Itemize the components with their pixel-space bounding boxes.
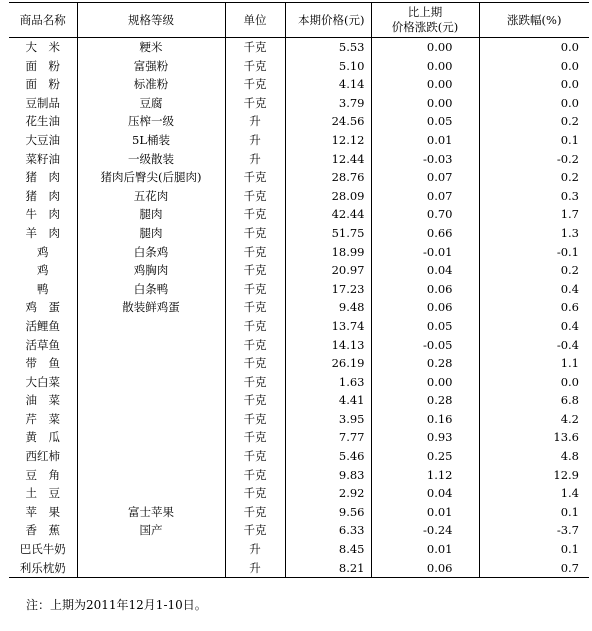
cell-percent: -0.1: [479, 243, 589, 262]
table-row: [9, 261, 589, 280]
cell-spec: [77, 336, 225, 355]
cell-spec: 白条鸭: [77, 280, 225, 299]
cell-name: 羊 肉: [25, 225, 60, 240]
cell-unit: 千克: [225, 280, 285, 299]
cell-percent: 0.1: [479, 131, 589, 150]
cell-price: 4.14: [285, 75, 371, 94]
price-table: [9, 2, 589, 578]
cell-change: 0.66: [371, 224, 479, 243]
cell-price: 14.13: [285, 336, 371, 355]
cell-change: 0.07: [371, 187, 479, 206]
cell-percent: 0.0: [479, 75, 589, 94]
cell-percent: 0.1: [479, 540, 589, 559]
cell-unit: 升: [225, 540, 285, 559]
cell-name: 猪 肉: [25, 170, 60, 185]
table-row: [9, 298, 589, 317]
cell-percent: 0.0: [479, 57, 589, 76]
cell-name: 面 粉: [25, 58, 60, 73]
cell-percent: 0.4: [479, 280, 589, 299]
cell-change: 0.05: [371, 112, 479, 131]
cell-unit: 千克: [225, 187, 285, 206]
cell-price: 4.41: [285, 391, 371, 410]
table-header-row: [9, 3, 589, 38]
cell-spec: 猪肉后臀尖(后腿肉): [77, 168, 225, 187]
cell-change: 0.00: [371, 75, 479, 94]
cell-price: 24.56: [285, 112, 371, 131]
cell-spec: 白条鸡: [77, 243, 225, 262]
cell-price: 1.63: [285, 373, 371, 392]
cell-spec: [77, 540, 225, 559]
cell-change: 0.00: [371, 373, 479, 392]
cell-name: 鸡 蛋: [25, 300, 60, 315]
cell-unit: 千克: [225, 243, 285, 262]
cell-price: 5.53: [285, 38, 371, 57]
cell-name: 土 豆: [25, 486, 60, 501]
cell-spec: [77, 484, 225, 503]
cell-name: 豆制品: [25, 95, 60, 110]
cell-name: 西红柿: [25, 449, 60, 464]
cell-unit: 千克: [225, 354, 285, 373]
cell-spec: [77, 391, 225, 410]
cell-unit: 千克: [225, 428, 285, 447]
cell-name: 油 菜: [25, 393, 60, 408]
cell-price: 5.46: [285, 447, 371, 466]
table-row: [9, 373, 589, 392]
table-row: [9, 391, 589, 410]
cell-percent: -3.7: [479, 521, 589, 540]
cell-unit: 千克: [225, 57, 285, 76]
cell-change: 0.00: [371, 38, 479, 57]
cell-spec: [77, 428, 225, 447]
cell-change: 0.06: [371, 298, 479, 317]
cell-price: 17.23: [285, 280, 371, 299]
cell-price: 8.45: [285, 540, 371, 559]
cell-price: 9.48: [285, 298, 371, 317]
cell-name: 苹 果: [25, 504, 60, 519]
cell-change: 0.16: [371, 410, 479, 429]
cell-unit: 千克: [225, 447, 285, 466]
cell-unit: 千克: [225, 521, 285, 540]
table-row: [9, 112, 589, 131]
cell-price: 8.21: [285, 559, 371, 578]
cell-percent: -0.4: [479, 336, 589, 355]
cell-unit: 千克: [225, 261, 285, 280]
cell-price: 6.33: [285, 521, 371, 540]
cell-name: 面 粉: [25, 77, 60, 92]
cell-change: 1.12: [371, 466, 479, 485]
cell-spec: 腿肉: [77, 224, 225, 243]
cell-percent: 0.7: [479, 559, 589, 578]
cell-spec: [77, 447, 225, 466]
cell-name: 大白菜: [25, 374, 60, 389]
cell-name: 香 蕉: [25, 523, 60, 538]
cell-name: 菜籽油: [25, 151, 60, 166]
cell-name: 利乐枕奶: [9, 559, 77, 578]
table-row: [9, 354, 589, 373]
cell-percent: 0.6: [479, 298, 589, 317]
cell-unit: 千克: [225, 168, 285, 187]
cell-name: 豆 角: [25, 467, 60, 482]
cell-unit: 千克: [225, 466, 285, 485]
cell-spec: 富强粉: [77, 57, 225, 76]
table-row: [9, 187, 589, 206]
cell-percent: 6.8: [479, 391, 589, 410]
cell-change: -0.03: [371, 150, 479, 169]
cell-percent: 1.7: [479, 205, 589, 224]
cell-unit: 千克: [225, 410, 285, 429]
cell-price: 18.99: [285, 243, 371, 262]
cell-name: 鸭: [37, 281, 49, 296]
cell-price: 9.56: [285, 503, 371, 522]
cell-change: -0.05: [371, 336, 479, 355]
cell-name: 芹 菜: [25, 411, 60, 426]
cell-change: 0.07: [371, 168, 479, 187]
cell-unit: 千克: [225, 75, 285, 94]
header-price: 本期价格(元): [285, 3, 371, 38]
cell-change: 0.01: [371, 503, 479, 522]
cell-price: 28.09: [285, 187, 371, 206]
cell-spec: 压榨一级: [77, 112, 225, 131]
cell-percent: 0.0: [479, 94, 589, 113]
cell-percent: 0.0: [479, 38, 589, 57]
cell-unit: 千克: [225, 373, 285, 392]
cell-change: 0.25: [371, 447, 479, 466]
cell-percent: 1.3: [479, 224, 589, 243]
cell-change: -0.01: [371, 243, 479, 262]
cell-spec: 豆腐: [77, 94, 225, 113]
cell-name: 黄 瓜: [25, 430, 60, 445]
cell-change: 0.00: [371, 57, 479, 76]
table-row: [9, 466, 589, 485]
cell-spec: 5L桶装: [77, 131, 225, 150]
cell-percent: 0.2: [479, 261, 589, 280]
cell-change: 0.04: [371, 484, 479, 503]
footnote: 注：上期为2011年12月1-10日。: [26, 598, 207, 612]
cell-unit: 千克: [225, 94, 285, 113]
cell-spec: 富士苹果: [77, 503, 225, 522]
table-row: [9, 168, 589, 187]
cell-percent: 0.3: [479, 187, 589, 206]
cell-unit: 千克: [225, 38, 285, 57]
cell-percent: 0.2: [479, 112, 589, 131]
cell-price: 28.76: [285, 168, 371, 187]
table-row: [9, 38, 589, 57]
cell-spec: [77, 410, 225, 429]
cell-price: 9.83: [285, 466, 371, 485]
cell-percent: 1.1: [479, 354, 589, 373]
cell-unit: 千克: [225, 205, 285, 224]
table-row: [9, 559, 589, 578]
cell-spec: [77, 559, 225, 578]
cell-price: 51.75: [285, 224, 371, 243]
cell-change: 0.28: [371, 354, 479, 373]
cell-name: 鸡: [37, 244, 49, 259]
cell-spec: [77, 466, 225, 485]
cell-change: 0.05: [371, 317, 479, 336]
cell-unit: 千克: [225, 503, 285, 522]
cell-spec: [77, 354, 225, 373]
cell-name: 大豆油: [25, 132, 60, 147]
cell-percent: 1.4: [479, 484, 589, 503]
cell-unit: 千克: [225, 484, 285, 503]
table-row: [9, 336, 589, 355]
cell-change: 0.06: [371, 280, 479, 299]
cell-percent: 0.4: [479, 317, 589, 336]
table-row: [9, 503, 589, 522]
cell-change: 0.70: [371, 205, 479, 224]
cell-spec: [77, 373, 225, 392]
cell-unit: 升: [225, 559, 285, 578]
table-row: [9, 57, 589, 76]
cell-price: 13.74: [285, 317, 371, 336]
cell-spec: 鸡胸肉: [77, 261, 225, 280]
cell-percent: 4.8: [479, 447, 589, 466]
cell-unit: 升: [225, 112, 285, 131]
table-row: [9, 280, 589, 299]
header-name: 商品名称: [9, 3, 77, 38]
header-change: 比上期 价格涨跌(元): [371, 3, 479, 38]
header-unit: 单位: [225, 3, 285, 38]
table-row: [9, 447, 589, 466]
cell-price: 20.97: [285, 261, 371, 280]
cell-price: 42.44: [285, 205, 371, 224]
cell-unit: 千克: [225, 336, 285, 355]
cell-percent: 4.2: [479, 410, 589, 429]
cell-unit: 升: [225, 150, 285, 169]
cell-unit: 千克: [225, 317, 285, 336]
table-row: [9, 131, 589, 150]
cell-spec: 标准粉: [77, 75, 225, 94]
cell-spec: 五花肉: [77, 187, 225, 206]
cell-spec: [77, 317, 225, 336]
table-row: [9, 224, 589, 243]
cell-percent: 0.2: [479, 168, 589, 187]
cell-percent: 0.1: [479, 503, 589, 522]
cell-price: 3.79: [285, 94, 371, 113]
cell-name: 猪 肉: [25, 188, 60, 203]
cell-percent: 0.0: [479, 373, 589, 392]
header-spec: 规格等级: [77, 3, 225, 38]
cell-unit: 千克: [225, 224, 285, 243]
cell-percent: 12.9: [479, 466, 589, 485]
cell-name: 大 米: [25, 40, 60, 54]
cell-change: 0.93: [371, 428, 479, 447]
cell-price: 12.44: [285, 150, 371, 169]
cell-name: 鸡: [37, 263, 49, 278]
cell-spec: 腿肉: [77, 205, 225, 224]
table-row: [9, 243, 589, 262]
cell-unit: 升: [225, 131, 285, 150]
cell-change: 0.06: [371, 559, 479, 578]
table-row: [9, 428, 589, 447]
cell-spec: 散装鲜鸡蛋: [77, 298, 225, 317]
cell-name: 牛 肉: [25, 207, 60, 222]
cell-unit: 千克: [225, 298, 285, 317]
cell-spec: 国产: [77, 521, 225, 540]
cell-name: 活鲤鱼: [25, 318, 60, 333]
table-row: [9, 150, 589, 169]
table-body: [9, 38, 589, 578]
table-row: [9, 540, 589, 559]
table-row: [9, 410, 589, 429]
cell-change: 0.00: [371, 94, 479, 113]
cell-change: 0.28: [371, 391, 479, 410]
table-row: [9, 317, 589, 336]
cell-price: 5.10: [285, 57, 371, 76]
table-row: [9, 521, 589, 540]
cell-change: 0.01: [371, 540, 479, 559]
table-row: [9, 75, 589, 94]
cell-spec: 粳米: [77, 38, 225, 57]
table-row: [9, 205, 589, 224]
cell-name: 带 鱼: [25, 356, 60, 371]
cell-unit: 千克: [225, 391, 285, 410]
cell-price: 7.77: [285, 428, 371, 447]
cell-percent: 13.6: [479, 428, 589, 447]
cell-change: -0.24: [371, 521, 479, 540]
cell-price: 26.19: [285, 354, 371, 373]
cell-change: 0.01: [371, 131, 479, 150]
cell-name: 活草鱼: [25, 337, 60, 352]
cell-spec: 一级散装: [77, 150, 225, 169]
cell-name: 巴氏牛奶: [19, 542, 66, 557]
cell-price: 3.95: [285, 410, 371, 429]
table-row: [9, 94, 589, 113]
cell-change: 0.04: [371, 261, 479, 280]
cell-percent: -0.2: [479, 150, 589, 169]
header-percent: 涨跌幅(%): [479, 3, 589, 38]
table-row: [9, 484, 589, 503]
cell-price: 12.12: [285, 131, 371, 150]
cell-price: 2.92: [285, 484, 371, 503]
cell-name: 花生油: [25, 114, 60, 129]
